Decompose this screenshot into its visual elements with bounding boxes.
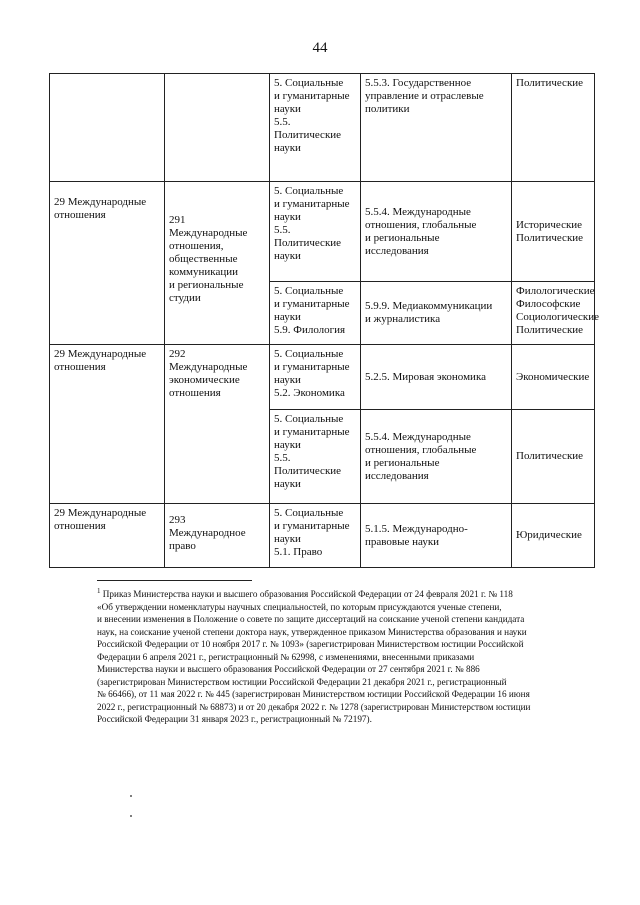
sciences-cell: Исторические Политические [512,182,595,282]
program-cell [165,74,270,182]
area-cell: 29 Международные отношения [50,504,165,568]
footnote [97,585,597,726]
field-cell: 5. Социальные и гуманитарные науки 5.5. Политические науки [270,410,361,504]
specialty-cell: 5.1.5. Международно- правовые науки [361,504,512,568]
field-cell: 5. Социальные и гуманитарные науки 5.5. Политические науки [270,74,361,182]
specialty-cell: 5.5.3. Государственное управление и отраслевые политики [361,74,512,182]
sciences-cell: Экономические [512,345,595,410]
program-cell: 291 Международные отношения, общественные коммуникации и региональные студии [165,182,270,345]
sciences-cell: Юридические [512,504,595,568]
table-row [50,504,595,568]
area-cell [50,74,165,182]
specialty-cell: 5.5.4. Международные отношения, глобальные и региональные исследования [361,182,512,282]
footnote-text: Приказ Министерства науки и высшего образования Российской Федерации от 24 февраля 2021 г. № 118 «Об утверждении номенклатуры научных специальностей, по которым присуждаются ученые степени, и внесении изменения в Положение о совете по защите диссертаций на соискание ученой степени кандидата наук, на соискание ученой степени доктора наук, утвержденное приказом Министерства образования и науки Российской Федерации от 10 ноября 2017 г. № 1093» (зарегистрирован Министерством юстиции Российской Федерации 6 апреля 2021 г., регистрационный № 62998, с изменениями, внесенными приказами Министерства науки и высшего образования Российской Федерации от 27 сентября 2021 г. № 886 (зарегистрирован Министерством юстиции Российской Федерации 21 декабря 2021 г., регистрационный № 66466), от 11 мая 2022 г. № 445 (зарегистрирован Министерством юстиции Российской Федерации 16 июня 2022 г., регистрационный № 68873) и от 20 декабря 2022 г. № 1278 (зарегистрирован Министерством юстиции Российской Федерации 31 января 2023 г., регистрационный № 72197). [97,589,531,725]
sciences-cell: Филологические Философские Социологические Политические [512,282,595,345]
program-cell: 293 Международное право [165,504,270,568]
field-cell: 5. Социальные и гуманитарные науки 5.9. Филология [270,282,361,345]
footnote-marker: 1 [97,587,101,595]
area-cell: 29 Международные отношения [50,345,165,504]
sciences-cell: Политические [512,410,595,504]
field-cell: 5. Социальные и гуманитарные науки 5.5. Политические науки [270,182,361,282]
page-number: 44 [312,40,328,56]
area-cell: 29 Международные отношения [50,182,165,345]
scan-speck [130,815,132,817]
scan-speck [130,795,132,797]
table-row [50,182,595,282]
footnote-separator [97,580,252,581]
field-cell: 5. Социальные и гуманитарные науки 5.2. Экономика [270,345,361,410]
field-cell: 5. Социальные и гуманитарные науки 5.1. Право [270,504,361,568]
table-row [50,74,595,182]
specialty-cell: 5.9.9. Медиакоммуникации и журналистика [361,282,512,345]
specialties-table [49,73,600,568]
sciences-cell: Политические [512,74,595,182]
table-row [50,345,595,410]
program-cell: 292 Международные экономические отношения [165,345,270,504]
specialty-cell: 5.5.4. Международные отношения, глобальные и региональные исследования [361,410,512,504]
specialty-cell: 5.2.5. Мировая экономика [361,345,512,410]
